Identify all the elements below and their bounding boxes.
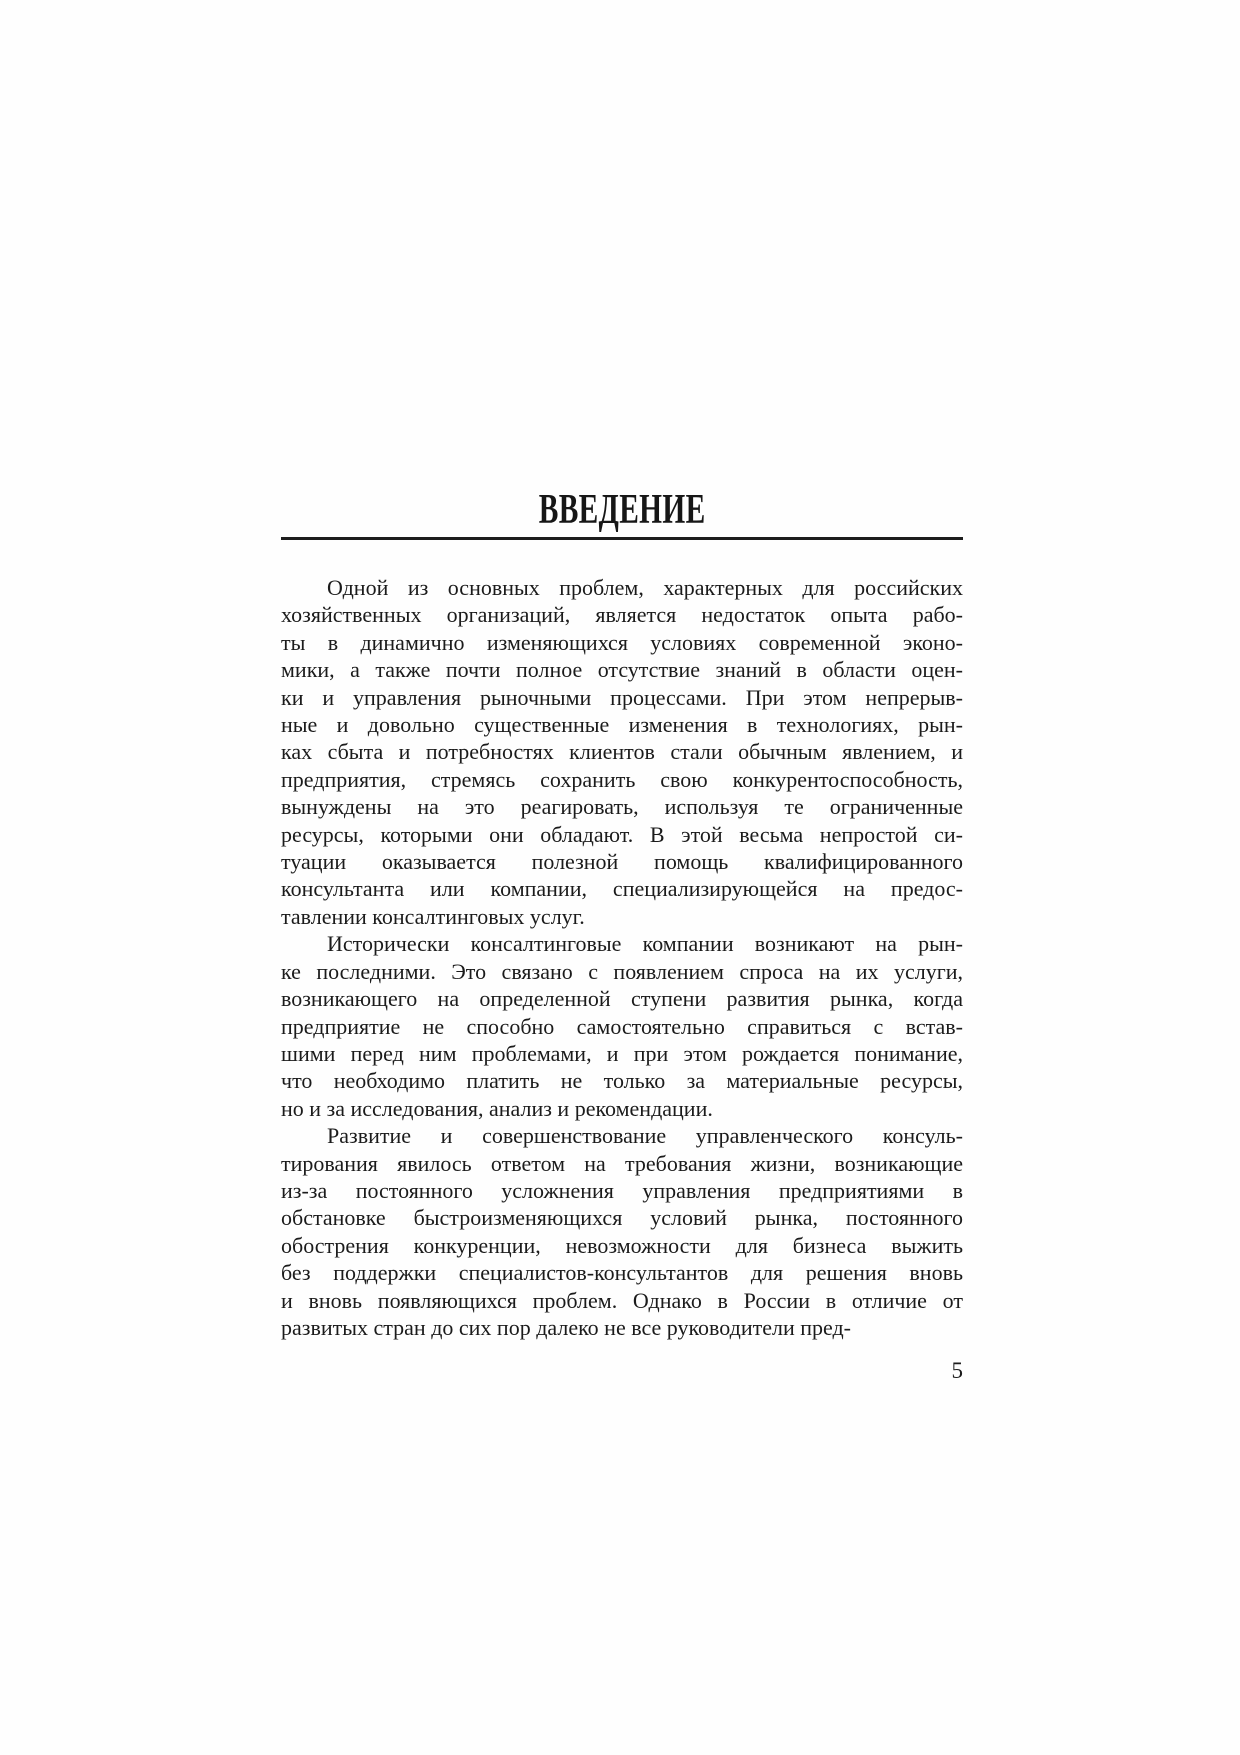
text-line: но и за исследования, анализ и рекомендации. [281, 1095, 713, 1121]
text-line: хозяйственных организаций, является недостаток опыта рабо- [281, 602, 963, 628]
text-line: из-за постоянного усложнения управления предприятиями в [281, 1177, 963, 1203]
text-line: консультанта или компании, специализирующейся на предос- [281, 876, 963, 902]
text-line: ки и управления рыночными процессами. При этом непрерыв- [281, 684, 963, 710]
text-line: развитых стран до сих пор далеко не все руководители пред- [281, 1314, 852, 1340]
text-line: ные и довольно существенные изменения в технологиях, рын- [281, 712, 963, 738]
text-line: мики, а также почти полное отсутствие знаний в области оцен- [281, 657, 963, 683]
text-line: ке последними. Это связано с появлением спроса на их услуги, [281, 958, 963, 984]
text-line: ресурсы, которыми они обладают. В этой весьма непростой си- [281, 821, 963, 847]
text-line: туации оказывается полезной помощь квалифицированного [281, 849, 963, 875]
title-underline-rule [281, 537, 963, 540]
text-line: тирования явилось ответом на требования жизни, возникающие [281, 1150, 963, 1176]
text-line: вынуждены на это реагировать, используя те ограниченные [281, 794, 963, 820]
text-line: что необходимо платить не только за материальные ресурсы, [281, 1068, 963, 1094]
text-line: Исторически консалтинговые компании возникают на рын- [327, 931, 963, 957]
text-line: Развитие и совершенствование управленческого консуль- [327, 1123, 963, 1149]
text-line: предприятие не способно самостоятельно справиться с встав- [281, 1013, 963, 1039]
text-line: ках сбыта и потребностях клиентов стали обычным явлением, и [281, 739, 963, 765]
text-line: возникающего на определенной ступени развития рынка, когда [281, 986, 963, 1012]
text-line: без поддержки специалистов-консультантов для решения вновь [281, 1260, 963, 1286]
text-line: шими перед ним проблемами, и при этом рождается понимание, [281, 1040, 963, 1066]
text-line: предприятия, стремясь сохранить свою конкурентоспособность, [281, 766, 963, 792]
text-line: обстановке быстроизменяющихся условий рынка, постоянного [281, 1205, 963, 1231]
text-line: и вновь появляющихся проблем. Однако в России в отличие от [281, 1287, 963, 1313]
text-line: ты в динамично изменяющихся условиях современной эконо- [281, 629, 963, 655]
chapter-heading [281, 487, 963, 533]
introduction-body [281, 574, 963, 1341]
page-number: 5 [951, 1358, 963, 1383]
text-line: обострения конкуренции, невозможности для бизнеса выжить [281, 1232, 963, 1258]
text-line: тавлении консалтинговых услуг. [281, 903, 585, 929]
page-title: ВВЕДЕНИЕ [538, 487, 706, 533]
text-line: Одной из основных проблем, характерных для российских [327, 575, 963, 600]
